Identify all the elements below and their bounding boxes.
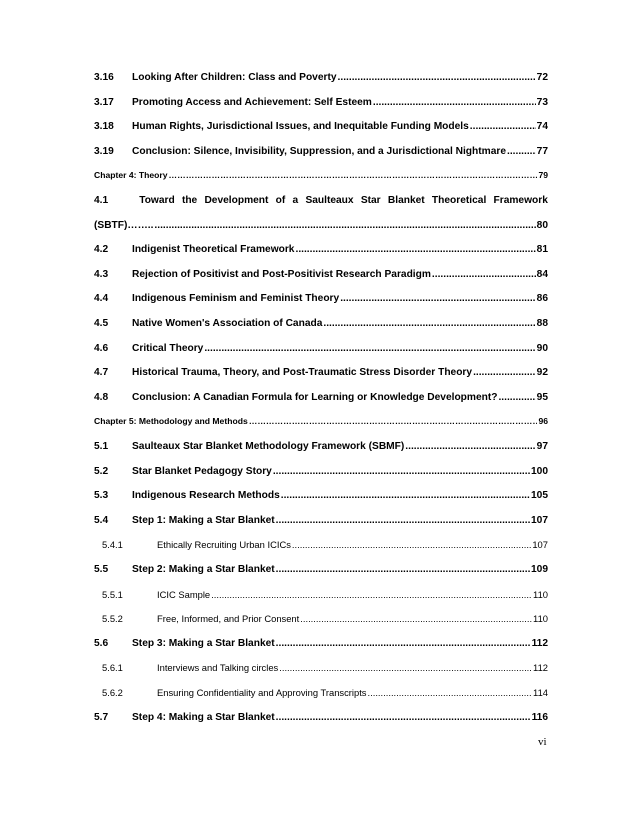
subsection-number: 5.4.1 [102, 539, 123, 551]
dot-leader [276, 712, 531, 723]
section-title: Step 4: Making a Star Blanket [132, 711, 275, 723]
chapter-title: Chapter 4: Theory [94, 170, 168, 181]
dot-leader [507, 146, 536, 157]
page-number: 92 [536, 367, 548, 379]
toc-entry-5-2[interactable] [94, 466, 548, 482]
section-title: Human Rights, Jurisdictional Issues, and Inequitable Funding Models [132, 121, 469, 133]
subsection-number: 5.5.2 [102, 613, 123, 625]
page-number: 86 [536, 293, 548, 305]
dot-leader [323, 318, 535, 329]
dot-leader [340, 293, 535, 304]
toc-entry-3-16[interactable] [94, 72, 548, 88]
page-number: 112 [531, 637, 548, 649]
toc-entry-5-5[interactable] [94, 564, 548, 580]
toc-entry-5-6-1[interactable] [94, 662, 548, 678]
toc-entry-4-1-line1[interactable] [94, 195, 548, 211]
dot-leader [204, 343, 535, 354]
subsection-number: 5.6.2 [102, 687, 123, 698]
toc-entry-5-4[interactable] [94, 515, 548, 531]
page-number: 88 [536, 318, 548, 329]
title-word: Theoretical [431, 195, 487, 206]
section-title: Promoting Access and Achievement: Self Esteem [132, 96, 372, 108]
dot-leader [211, 589, 532, 600]
dot-leader [368, 687, 533, 698]
section-title: Step 3: Making a Star Blanket [132, 637, 275, 649]
toc-entry-3-18[interactable] [94, 121, 548, 137]
page-number: 107 [532, 539, 548, 551]
dot-leader [432, 269, 536, 280]
section-number: 5.4 [94, 514, 109, 526]
section-number: 4.5 [94, 318, 109, 329]
dot-leader [405, 441, 535, 452]
toc-entry-5-3[interactable] [94, 490, 548, 506]
dot-leader [276, 564, 530, 575]
title-word: Blanket [387, 195, 425, 206]
toc-entry-5-5-1[interactable] [94, 589, 548, 605]
title-word: Development [204, 195, 269, 206]
page-number: 110 [533, 613, 548, 625]
page-number: 96 [538, 416, 548, 427]
section-title: Conclusion: Silence, Invisibility, Suppression, and a Jurisdictional Nightmare [132, 145, 506, 157]
section-title-continuation: (SBTF)…….. [94, 219, 154, 231]
section-number: 5.3 [94, 490, 109, 502]
section-number: 4.8 [94, 391, 109, 403]
page-number-footer: vi [538, 736, 547, 748]
dot-leader [276, 638, 531, 649]
section-number: 5.7 [94, 711, 109, 723]
section-title: Step 2: Making a Star Blanket [132, 564, 275, 575]
toc-entry-4-8[interactable] [94, 392, 548, 408]
subsection-number: 5.6.1 [102, 662, 123, 674]
dot-leader [473, 367, 536, 378]
section-number: 4.6 [94, 342, 109, 354]
title-word: Saulteaux [305, 195, 354, 206]
dot-leader [169, 170, 538, 180]
toc-entry-4-6[interactable] [94, 343, 548, 359]
subsection-title: Ethically Recruiting Urban ICICs [157, 539, 291, 551]
section-number: 3.18 [94, 121, 114, 133]
toc-entry-4-2[interactable] [94, 244, 548, 260]
section-title: Indigenous Research Methods [132, 490, 280, 502]
section-number: 4.7 [94, 367, 109, 379]
dot-leader [295, 244, 535, 255]
page-number: 84 [536, 268, 548, 280]
section-number: 3.16 [94, 72, 114, 83]
page-number: 73 [536, 96, 548, 108]
dot-leader [281, 490, 530, 501]
page-number: 77 [536, 145, 548, 157]
section-number: 5.6 [94, 637, 109, 649]
section-title: Historical Trauma, Theory, and Post-Traumatic Stress Disorder Theory [132, 367, 473, 379]
page-number: 112 [533, 662, 548, 674]
dot-leader [292, 539, 531, 550]
section-title: Star Blanket Pedagogy Story [132, 465, 272, 477]
toc-entry-5-1[interactable] [94, 441, 548, 457]
section-title: Conclusion: A Canadian Formula for Learning or Knowledge Development? [132, 391, 498, 403]
title-word: Toward [139, 195, 175, 206]
subsection-title: Interviews and Talking circles [157, 662, 279, 674]
toc-entry-chapter-4[interactable] [94, 170, 548, 186]
title-word: Framework [493, 195, 548, 206]
dot-leader [338, 72, 536, 83]
dot-leader [276, 515, 530, 526]
toc-entry-4-1-line2[interactable] [94, 220, 548, 236]
dot-leader [249, 416, 538, 426]
dot-leader [300, 613, 532, 624]
page-number: 109 [531, 564, 548, 575]
section-title: Looking After Children: Class and Poverty [132, 72, 337, 83]
toc-entry-4-7[interactable] [94, 367, 548, 383]
title-word: of [275, 195, 286, 206]
section-number: 4.2 [94, 244, 109, 256]
section-number: 4.4 [94, 293, 109, 305]
section-number: 3.17 [94, 96, 114, 108]
page-number: 79 [538, 170, 548, 181]
subsection-title: Free, Informed, and Prior Consent [157, 613, 300, 625]
toc-entry-5-4-1[interactable] [94, 539, 548, 555]
subsection-title: ICIC Sample [157, 588, 211, 600]
title-word: Star [360, 195, 381, 206]
title-word: the [181, 195, 198, 206]
page-number: 107 [531, 514, 548, 526]
toc-entry-5-6[interactable] [94, 638, 548, 654]
toc-entry-3-17[interactable] [94, 97, 548, 113]
page-number: 95 [536, 391, 548, 403]
page-number: 116 [531, 711, 548, 723]
section-title: Indigenous Feminism and Feminist Theory [132, 293, 340, 305]
page-number: 100 [531, 465, 548, 477]
section-title: Step 1: Making a Star Blanket [132, 514, 275, 526]
page-number: 81 [536, 244, 548, 256]
dot-leader [470, 121, 536, 132]
page-number: 114 [533, 687, 548, 698]
dot-leader [279, 662, 532, 673]
page-number: 74 [536, 121, 548, 133]
subsection-title: Ensuring Confidentiality and Approving Transcripts [157, 687, 367, 698]
section-number: 5.2 [94, 465, 109, 477]
chapter-title: Chapter 5: Methodology and Methods [94, 416, 248, 427]
section-number: 5.5 [94, 564, 109, 575]
page-number: 110 [533, 588, 548, 600]
section-number: 4.1 [94, 195, 109, 206]
page-number: 72 [536, 72, 548, 83]
section-title: Native Women's Association of Canada [132, 318, 323, 329]
section-title: Indigenist Theoretical Framework [132, 244, 295, 256]
page-number: 80 [536, 219, 548, 231]
dot-leader [373, 97, 536, 108]
section-number: 5.1 [94, 441, 109, 452]
subsection-number: 5.5.1 [102, 588, 123, 600]
toc-entry-5-5-2[interactable] [94, 613, 548, 629]
toc-entry-4-3[interactable] [94, 269, 548, 285]
section-number: 4.3 [94, 268, 109, 280]
section-title: Saulteaux Star Blanket Methodology Framework (SBMF) [132, 441, 405, 452]
page-number: 97 [536, 441, 548, 452]
toc-entry-4-5[interactable] [94, 318, 548, 334]
page-number: 105 [531, 490, 548, 502]
page-number: 90 [536, 342, 548, 354]
dot-leader [498, 392, 535, 403]
toc-entry-4-4[interactable] [94, 293, 548, 309]
title-word: a [292, 195, 299, 206]
toc-entry-3-19[interactable] [94, 146, 548, 162]
dot-leader [273, 466, 530, 477]
section-number: 3.19 [94, 145, 114, 157]
toc-entry-chapter-5[interactable] [94, 416, 548, 432]
toc-entry-5-7[interactable] [94, 712, 548, 728]
section-title: Critical Theory [132, 342, 204, 354]
toc-entry-5-6-2[interactable] [94, 687, 548, 703]
dot-leader [154, 220, 535, 231]
section-title: Rejection of Positivist and Post-Positivist Research Paradigm [132, 268, 431, 280]
